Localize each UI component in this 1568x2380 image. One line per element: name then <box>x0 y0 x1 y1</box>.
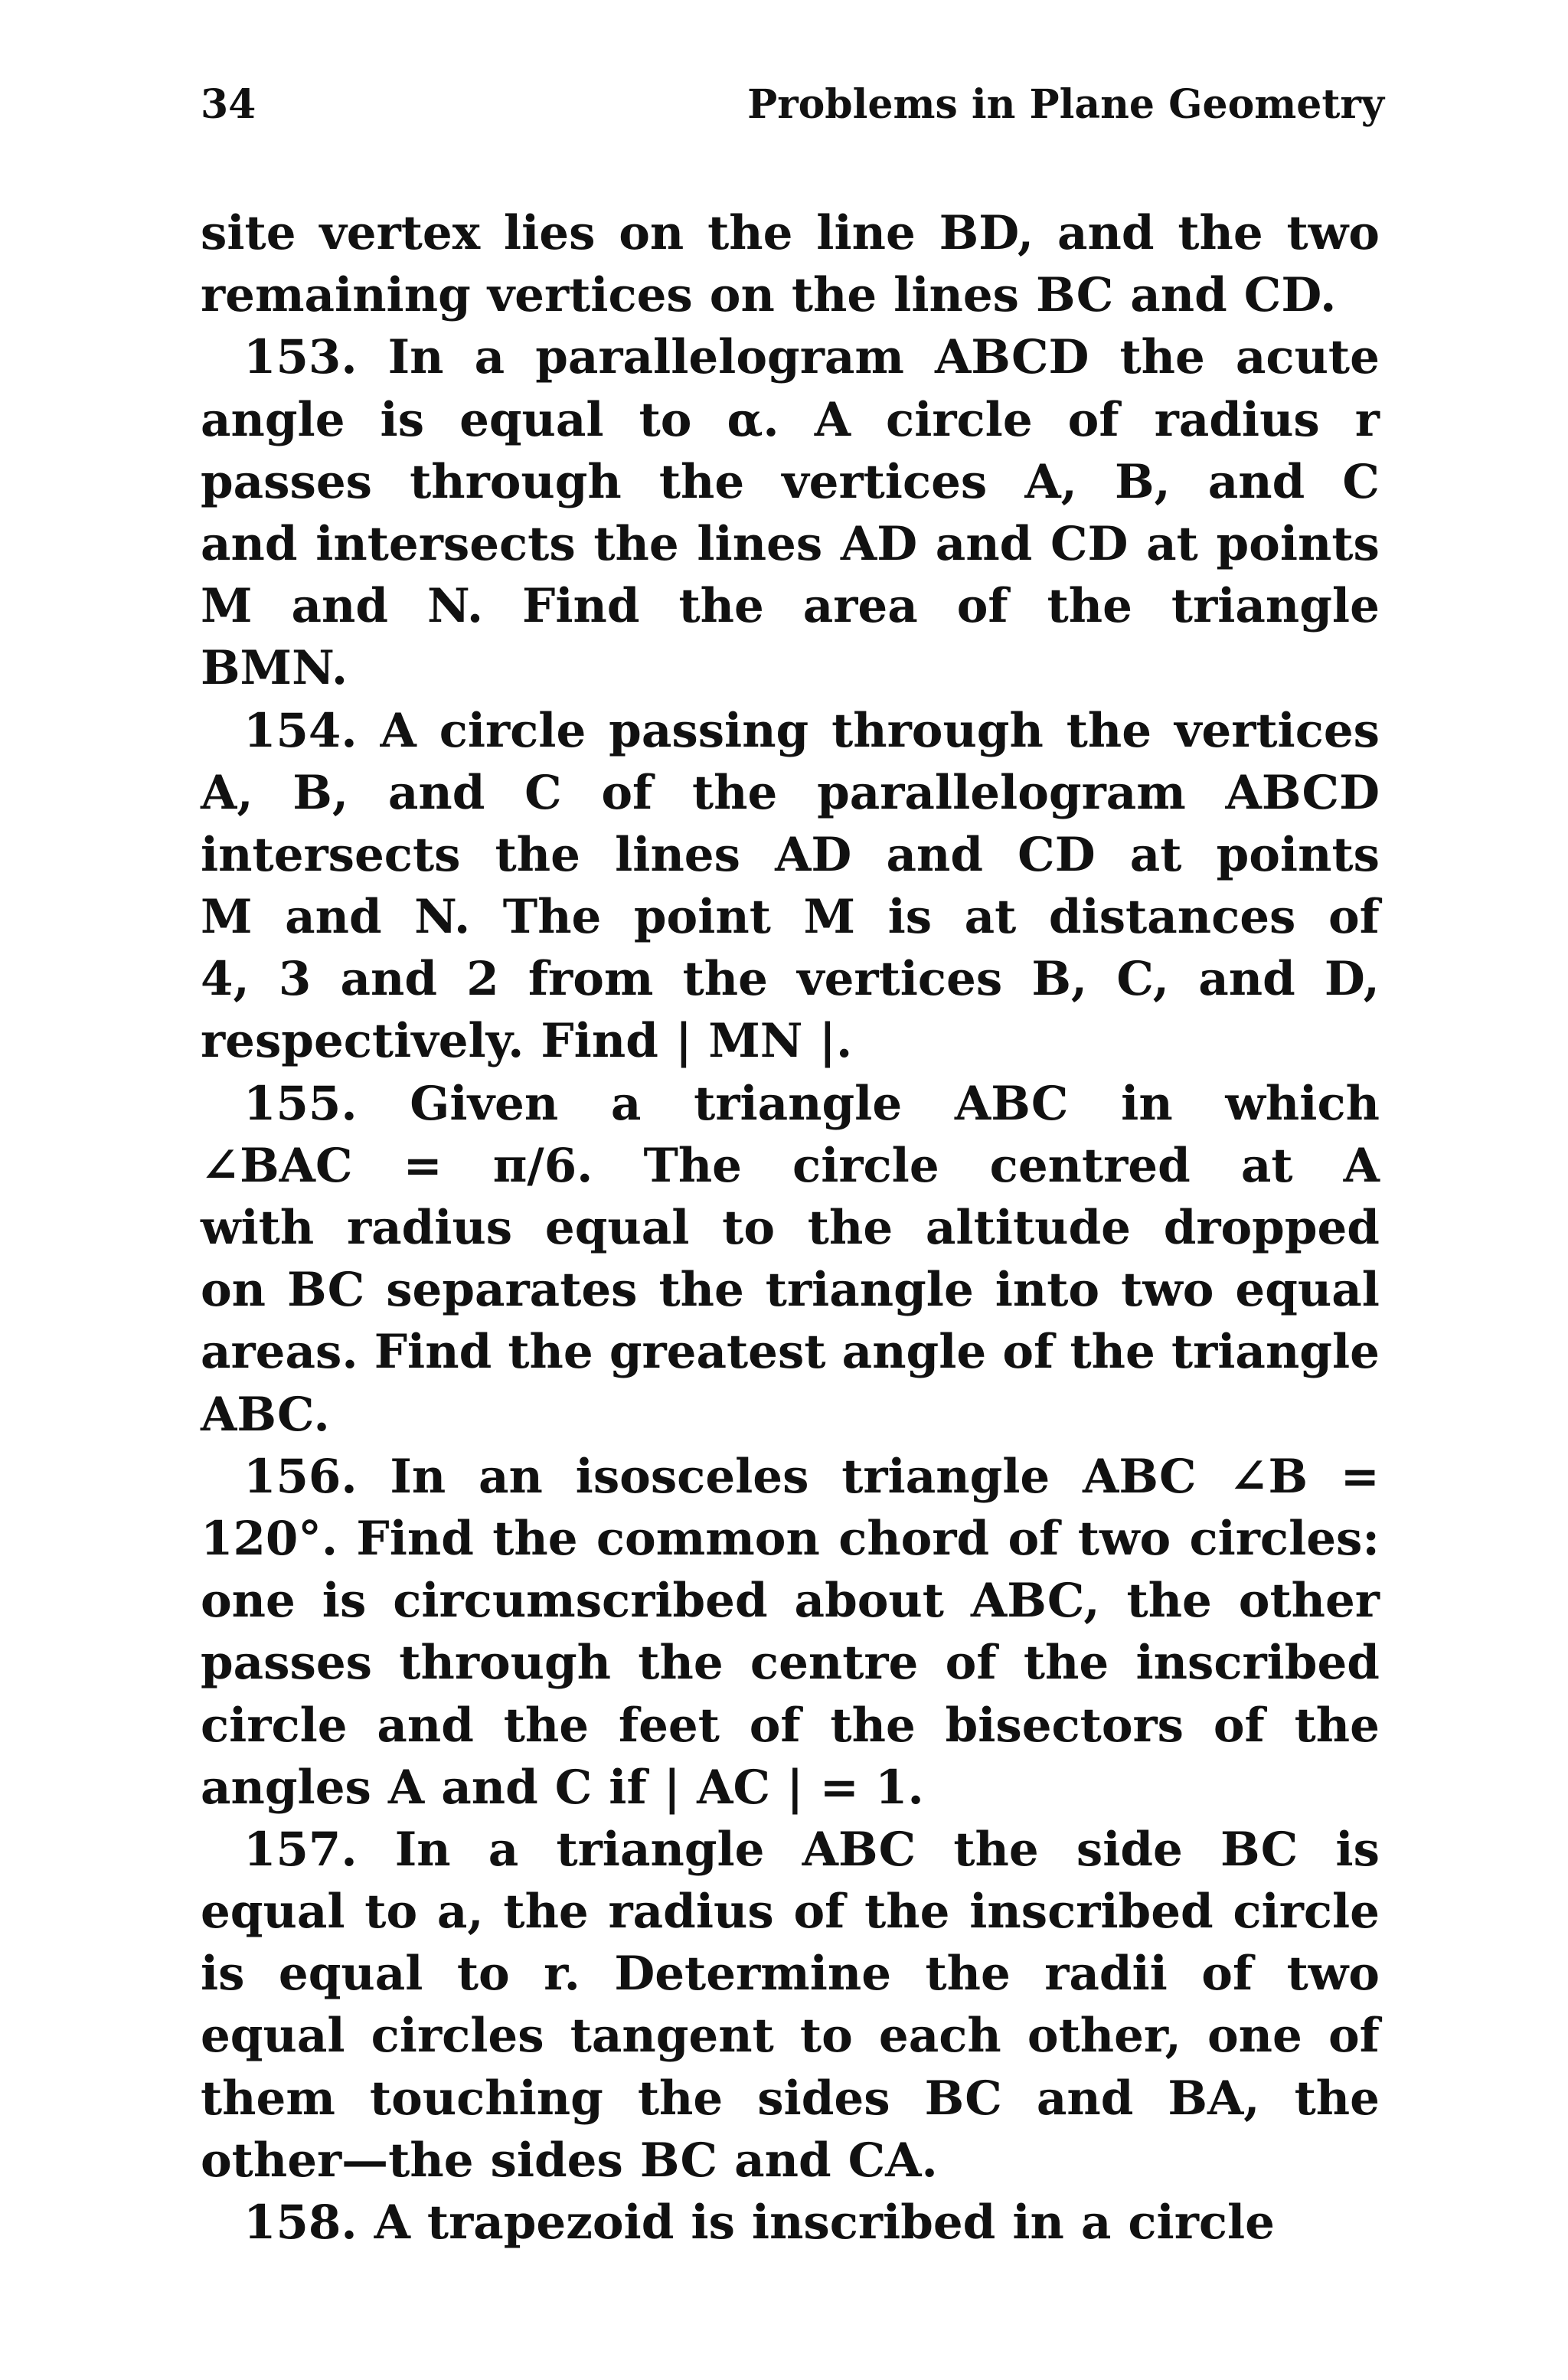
word: π/6. <box>492 1138 593 1193</box>
word: into <box>995 1263 1100 1318</box>
text-line <box>201 1508 1380 1570</box>
word: the <box>637 2071 724 2126</box>
word: angle <box>201 392 345 447</box>
word: from <box>528 952 654 1007</box>
word: the <box>503 1885 589 1940</box>
text-line <box>201 1632 1380 1694</box>
text-line <box>201 1570 1380 1632</box>
word: a <box>610 1076 642 1131</box>
word: circle <box>1233 1885 1380 1940</box>
text-line <box>201 264 1380 326</box>
word: C <box>1342 454 1380 509</box>
word: sides <box>490 2133 623 2188</box>
text-line <box>201 1757 1380 1819</box>
word: the <box>692 765 778 820</box>
word: one <box>201 1574 296 1629</box>
text-line <box>201 1135 1380 1197</box>
word: α. <box>727 392 779 447</box>
text-line <box>201 1446 1380 1508</box>
word: the <box>1294 2071 1380 2126</box>
word: triangle <box>694 1076 903 1131</box>
word: areas. <box>201 1325 358 1380</box>
word: the <box>707 206 793 260</box>
word: Find <box>541 1014 658 1069</box>
word: lies <box>503 206 596 260</box>
word: 4, <box>201 952 250 1007</box>
word: In <box>387 330 444 385</box>
text-line <box>201 1259 1380 1321</box>
word: 158. <box>243 2195 358 2250</box>
word: D, <box>1324 952 1380 1007</box>
word: the <box>1126 1574 1212 1629</box>
word: 156. <box>243 1449 358 1504</box>
word: a <box>488 1822 519 1877</box>
word: | AC | = 1. <box>663 1760 924 1815</box>
word: radius <box>1154 392 1320 447</box>
word: BD, <box>939 206 1034 260</box>
word: circle <box>886 392 1033 447</box>
word: in <box>1121 1076 1173 1131</box>
word: of <box>601 765 653 820</box>
word: at <box>964 890 1017 945</box>
word: on <box>201 1263 266 1318</box>
word: two <box>1286 206 1380 260</box>
word: and <box>387 765 485 820</box>
word: through <box>410 454 622 509</box>
word: distances <box>1048 890 1296 945</box>
word: one <box>1207 2009 1302 2064</box>
text-line <box>201 1881 1380 1943</box>
word: In <box>394 1822 451 1877</box>
text-line <box>201 513 1380 575</box>
word: to <box>456 1947 510 2002</box>
word: at <box>1129 827 1182 882</box>
word: triangle <box>1171 579 1380 634</box>
word: equal <box>201 1885 345 1940</box>
word: circle <box>792 1138 939 1193</box>
word: which <box>1225 1076 1380 1131</box>
text-line <box>201 2005 1380 2067</box>
text-line <box>201 1819 1380 1881</box>
text-line <box>201 824 1380 886</box>
word: In <box>390 1449 446 1504</box>
word: triangle <box>556 1822 765 1877</box>
word: acute <box>1235 330 1380 385</box>
word: r <box>1354 392 1380 447</box>
word: the <box>1294 1698 1380 1753</box>
word: at <box>1146 516 1198 571</box>
text-line <box>201 2130 1380 2192</box>
word: vertices <box>487 268 693 323</box>
word: sides <box>757 2071 890 2126</box>
word: C, <box>1116 952 1170 1007</box>
word: the <box>1119 330 1205 385</box>
word: the <box>864 1885 950 1940</box>
word: BMN. <box>201 641 348 696</box>
word: radii <box>1044 1947 1168 2002</box>
word: ABCD <box>1225 765 1380 820</box>
word: of <box>1201 1947 1253 2002</box>
word: A, <box>1024 454 1077 509</box>
word: equal <box>459 392 604 447</box>
word: is <box>380 392 425 447</box>
word: the <box>508 1325 593 1380</box>
word: and <box>1036 2071 1134 2126</box>
word: a <box>1080 2195 1112 2250</box>
word: ABC <box>954 1076 1069 1131</box>
word: M <box>803 890 856 945</box>
word: M <box>201 890 253 945</box>
word: the <box>1066 703 1152 758</box>
word: ABCD <box>934 330 1089 385</box>
word: circles <box>371 2009 544 2064</box>
word: tangent <box>570 2009 774 2064</box>
word: 155. <box>243 1076 358 1131</box>
word: A, <box>201 765 253 820</box>
word: a <box>474 330 505 385</box>
text-line <box>201 700 1380 762</box>
word: of <box>1213 1698 1265 1753</box>
word: point <box>633 890 771 945</box>
word: the <box>682 952 768 1007</box>
word: and <box>935 516 1033 571</box>
text-line <box>201 2192 1380 2254</box>
word: the <box>492 1511 578 1566</box>
word: N. <box>426 579 484 634</box>
word: the <box>638 1636 724 1691</box>
word: bisectors <box>945 1698 1184 1753</box>
word: to <box>639 392 692 447</box>
word: Find <box>374 1325 492 1380</box>
word: BC <box>1220 1822 1298 1877</box>
word: remaining <box>201 268 471 323</box>
text-line <box>201 886 1380 948</box>
word: vertices <box>782 454 988 509</box>
word: each <box>878 2009 1001 2064</box>
word: of <box>1002 1325 1054 1380</box>
word: is <box>201 1947 245 2002</box>
word: of <box>1067 392 1119 447</box>
word: the <box>1023 1636 1109 1691</box>
word: and <box>340 952 438 1007</box>
word: to <box>364 1885 418 1940</box>
word: the <box>925 1947 1011 2002</box>
word: and <box>886 827 983 882</box>
word: centred <box>989 1138 1191 1193</box>
word: points <box>1216 827 1380 882</box>
word: area <box>802 579 918 634</box>
word: ABC. <box>201 1387 330 1442</box>
word: ∠B <box>1229 1449 1308 1504</box>
word: and <box>1198 952 1295 1007</box>
word: BA, <box>1168 2071 1260 2126</box>
word: of <box>1328 2009 1380 2064</box>
word: vertices <box>1174 703 1380 758</box>
word: separates <box>386 1263 638 1318</box>
word: r. <box>544 1947 580 2002</box>
word: the <box>791 268 877 323</box>
word: parallelogram <box>535 330 904 385</box>
word: to <box>722 1201 776 1255</box>
word: BC <box>287 1263 365 1318</box>
word: isosceles <box>575 1449 809 1504</box>
word: AD <box>775 827 852 882</box>
word: inscribed <box>1135 1636 1380 1691</box>
word: on <box>709 268 775 323</box>
word: two <box>1121 1263 1214 1318</box>
word: circles: <box>1189 1511 1380 1566</box>
paragraph <box>201 1819 1380 2192</box>
word: circle <box>439 703 586 758</box>
word: centre <box>750 1636 919 1691</box>
paragraph <box>201 1073 1380 1446</box>
word: with <box>201 1201 315 1255</box>
word: radius <box>346 1201 513 1255</box>
word: ABC <box>802 1822 916 1877</box>
word: 154. <box>243 703 358 758</box>
word: BC <box>639 2133 718 2188</box>
text-line <box>201 637 1380 699</box>
word: the <box>678 579 764 634</box>
word: equal <box>544 1201 690 1255</box>
word: triangle <box>841 1449 1050 1504</box>
running-title: Problems in Plane Geometry <box>747 80 1384 128</box>
word: and <box>1130 268 1227 323</box>
word: about <box>794 1574 944 1629</box>
word: trapezoid <box>426 2195 675 2250</box>
word: two <box>1077 1511 1171 1566</box>
text-line <box>201 2068 1380 2130</box>
word: of <box>749 1698 801 1753</box>
word: the <box>503 1698 590 1753</box>
word: in <box>1012 2195 1064 2250</box>
body-text <box>201 202 1380 2254</box>
page-number: 34 <box>201 80 256 128</box>
word: CA. <box>848 2133 938 2188</box>
word: if <box>609 1760 647 1815</box>
word: the <box>658 1263 744 1318</box>
word: circle <box>1128 2195 1275 2250</box>
word: angles <box>201 1760 371 1815</box>
word: 120°. <box>201 1511 338 1566</box>
word: CD <box>1018 827 1096 882</box>
word: through <box>399 1636 612 1691</box>
word: of <box>1008 1511 1060 1566</box>
word: lines <box>893 268 1020 323</box>
word: other—the <box>201 2133 474 2188</box>
word: and <box>201 516 298 571</box>
word: C <box>554 1760 593 1815</box>
word: and <box>285 890 382 945</box>
word: and <box>1057 206 1155 260</box>
word: inscribed <box>751 2195 996 2250</box>
word: Find <box>356 1511 474 1566</box>
word: equal <box>278 1947 423 2002</box>
word: a, <box>436 1885 484 1940</box>
word: and <box>441 1760 538 1815</box>
word: equal <box>201 2009 345 2064</box>
word: intersects <box>201 827 461 882</box>
word: of <box>1328 890 1380 945</box>
word: CD <box>1050 516 1129 571</box>
word: = <box>403 1138 443 1193</box>
word: BC <box>1036 268 1114 323</box>
word: the <box>495 827 580 882</box>
word: and <box>1207 454 1305 509</box>
word: the <box>830 1698 916 1753</box>
text-line <box>201 948 1380 1010</box>
word: and <box>291 579 389 634</box>
text-line <box>201 1695 1380 1757</box>
word: and <box>734 2133 831 2188</box>
word: through <box>831 703 1044 758</box>
word: B, <box>292 765 349 820</box>
word: ABC <box>1083 1449 1197 1504</box>
word: greatest <box>609 1325 826 1380</box>
word: 2 <box>466 952 499 1007</box>
text-line <box>201 1197 1380 1259</box>
word: angle <box>841 1325 987 1380</box>
word: of <box>956 579 1008 634</box>
word: and <box>377 1698 474 1753</box>
word: points <box>1216 516 1380 571</box>
word: Find <box>522 579 640 634</box>
word: at <box>1240 1138 1293 1193</box>
word: vertices <box>797 952 1003 1007</box>
word: to <box>799 2009 853 2064</box>
word: site <box>201 206 296 260</box>
word: lines <box>615 827 740 882</box>
page-header <box>201 74 1384 135</box>
word: the <box>658 454 745 509</box>
word: A <box>374 2195 410 2250</box>
word: CD. <box>1243 268 1337 323</box>
text-line <box>201 202 1380 264</box>
word: common <box>596 1511 820 1566</box>
word: passing <box>609 703 809 758</box>
word: touching <box>369 2071 603 2126</box>
text-line <box>201 762 1380 824</box>
paragraph <box>201 700 1380 1073</box>
word: A <box>814 392 851 447</box>
word: is <box>887 890 933 945</box>
text-line <box>201 1321 1380 1383</box>
word: A <box>1343 1138 1380 1193</box>
word: The <box>643 1138 742 1193</box>
word: lines <box>697 516 823 571</box>
word: side <box>1076 1822 1183 1877</box>
word: of <box>793 1885 845 1940</box>
word: is <box>691 2195 735 2250</box>
text-line <box>201 1073 1380 1135</box>
word: is <box>322 1574 367 1629</box>
word: an <box>479 1449 543 1504</box>
word: altitude <box>925 1201 1131 1255</box>
word: vertex <box>319 206 481 260</box>
word: parallelogram <box>817 765 1186 820</box>
word: dropped <box>1163 1201 1380 1255</box>
word: passes <box>201 1636 373 1691</box>
word: is <box>1335 1822 1380 1877</box>
word: B, <box>1114 454 1171 509</box>
text-line <box>201 1010 1380 1072</box>
word: = <box>1340 1449 1380 1504</box>
text-line <box>201 575 1380 637</box>
word: two <box>1286 1947 1380 2002</box>
word: M <box>201 579 253 634</box>
word: ABC, <box>970 1574 1100 1629</box>
word: on <box>619 206 684 260</box>
word: B, <box>1031 952 1088 1007</box>
word: feet <box>618 1698 720 1753</box>
word: AD <box>840 516 918 571</box>
paragraph <box>201 2192 1380 2254</box>
word: the <box>953 1822 1039 1877</box>
word: 3 <box>278 952 312 1007</box>
paragraph <box>201 1446 1380 1819</box>
word: circumscribed <box>393 1574 768 1629</box>
word: other, <box>1027 2009 1181 2064</box>
paragraph <box>201 326 1380 699</box>
word: the <box>1178 206 1263 260</box>
word: inscribed <box>969 1885 1214 1940</box>
word: A <box>380 703 416 758</box>
word: C <box>524 765 562 820</box>
word: equal <box>1235 1263 1380 1318</box>
word: BC <box>924 2071 1002 2126</box>
word: radius <box>608 1885 774 1940</box>
word: respectively. <box>201 1014 524 1069</box>
word: circle <box>201 1698 348 1753</box>
word: the <box>1070 1325 1155 1380</box>
word: | MN |. <box>675 1014 853 1069</box>
word: Determine <box>614 1947 892 2002</box>
word: chord <box>838 1511 990 1566</box>
paragraph <box>201 202 1380 326</box>
word: the <box>1047 579 1132 634</box>
word: triangle <box>1171 1325 1380 1380</box>
text-line <box>201 451 1380 513</box>
text-line <box>201 389 1380 451</box>
word: 157. <box>243 1822 358 1877</box>
text-line <box>201 1384 1380 1446</box>
word: triangle <box>765 1263 974 1318</box>
word: A <box>387 1760 425 1815</box>
word: Given <box>410 1076 559 1131</box>
word: of <box>945 1636 997 1691</box>
word: N. <box>414 890 471 945</box>
word: 153. <box>243 330 358 385</box>
word: The <box>502 890 602 945</box>
word: passes <box>201 454 373 509</box>
word: the <box>593 516 679 571</box>
word: the <box>807 1201 893 1255</box>
text-line <box>201 326 1380 388</box>
word: line <box>816 206 916 260</box>
word: them <box>201 2071 335 2126</box>
word: ∠BAC <box>201 1138 353 1193</box>
word: intersects <box>315 516 576 571</box>
word: other <box>1238 1574 1380 1629</box>
text-line <box>201 1943 1380 2005</box>
